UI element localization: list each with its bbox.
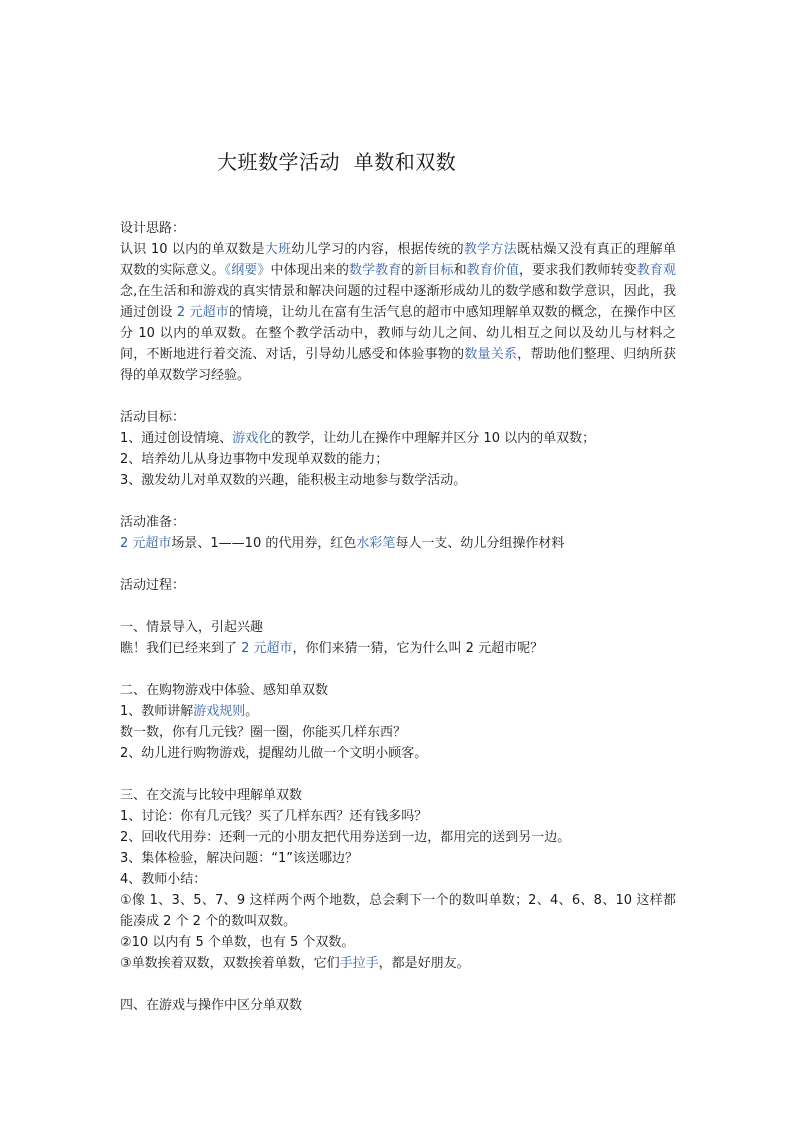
paragraph <box>120 218 676 239</box>
paragraph-text: 和 <box>453 263 467 278</box>
paragraph-text: 1、通过创设情境、 <box>120 431 233 446</box>
keyword-link[interactable]: 数量关系 <box>464 347 518 362</box>
paragraph <box>120 953 676 974</box>
paragraph-text: 1、讨论：你有几元钱？买了几样东西？还有钱多吗？ <box>120 809 428 824</box>
paragraph <box>120 785 676 806</box>
paragraph <box>120 449 676 470</box>
paragraph-text: 四、在游戏与操作中区分单双数 <box>120 998 303 1013</box>
paragraph <box>120 890 676 932</box>
keyword-link[interactable]: 游戏规则 <box>193 704 246 719</box>
paragraph <box>120 743 676 764</box>
paragraph-text: 2、幼儿进行购物游戏，提醒幼儿做一个文明小顾客。 <box>120 746 428 761</box>
paragraph-text: 活动目标： <box>120 410 186 425</box>
keyword-link[interactable]: 手拉手 <box>339 956 379 971</box>
paragraph-text: 念,在生活和和游戏的真实情景和解决问题的过程中逐渐形成幼儿的数学感和数学意识，因此，我通过创设 <box>120 284 676 320</box>
paragraph-text: 每人一支、幼儿分组操作材料 <box>395 536 565 551</box>
paragraph-text: 数一数，你有几元钱？圈一圈，你能买几样东西？ <box>120 725 407 740</box>
paragraph-text: 4、教师小结： <box>120 872 207 887</box>
paragraph <box>120 932 676 953</box>
keyword-link[interactable]: 教育观 <box>636 263 676 278</box>
paragraph-text: 。 <box>245 704 259 719</box>
keyword-link[interactable]: 《纲要》 <box>224 263 271 278</box>
keyword-link[interactable]: 大班 <box>264 242 292 257</box>
paragraph-text: 3、集体检验，解决问题：“1”该送哪边？ <box>120 851 359 866</box>
paragraph-text: 一、情景导入，引起兴趣 <box>120 620 264 635</box>
keyword-link[interactable]: 新目标 <box>414 263 454 278</box>
paragraph-text: ，都是好朋友。 <box>378 956 470 971</box>
keyword-link[interactable]: 游戏化 <box>232 431 272 446</box>
paragraph-text: 3、激发幼儿对单双数的兴趣，能积极主动地参与数学活动。 <box>120 473 467 488</box>
paragraph-text: 活动过程： <box>120 578 186 593</box>
paragraph-spacer <box>120 764 676 785</box>
paragraph-spacer <box>120 386 676 407</box>
paragraph <box>120 869 676 890</box>
paragraph-spacer <box>120 659 676 680</box>
keyword-link[interactable]: 教学方法 <box>463 242 517 257</box>
document-body <box>120 218 676 1016</box>
keyword-link[interactable]: 教育价值 <box>466 263 520 278</box>
paragraph-text: ，要求我们教师转变 <box>519 263 637 278</box>
paragraph-spacer <box>120 974 676 995</box>
paragraph <box>120 701 676 722</box>
paragraph <box>120 806 676 827</box>
paragraph <box>120 512 676 533</box>
paragraph-text: 的教学，让幼儿在操作中理解并区分 10 以内的单双数； <box>271 431 596 446</box>
paragraph-text: 瞧！我们已经来到了 <box>120 641 242 656</box>
keyword-link[interactable]: 数学教育 <box>348 263 402 278</box>
paragraph <box>120 428 676 449</box>
paragraph-text: 幼儿学习的内容，根据传统的 <box>291 242 464 257</box>
paragraph <box>120 827 676 848</box>
paragraph-text: 二、在购物游戏中体验、感知单双数 <box>120 683 329 698</box>
paragraph-text: 认识 10 以内的单双数是 <box>120 242 265 257</box>
paragraph-text: ②10 以内有 5 个单数，也有 5 个双数。 <box>120 935 355 950</box>
paragraph-spacer <box>120 491 676 512</box>
paragraph <box>120 995 676 1016</box>
paragraph <box>120 680 676 701</box>
paragraph-text: 三、在交流与比较中理解单双数 <box>120 788 303 803</box>
paragraph-text: ③单数挨着双数，双数挨着单数，它们 <box>120 956 340 971</box>
keyword-link[interactable]: 水彩笔 <box>356 536 396 551</box>
paragraph <box>120 722 676 743</box>
paragraph-text: 既枯燥又没有真正的理解单双数的实际意义。 <box>120 242 676 278</box>
paragraph-text: 的情境，让幼儿在富有生活气息的超市中感知理解单双数的概念，在操作中区分 10 以内的单双数。在整个教学活动中，教师与幼儿之间、幼儿相互之间以及幼儿与材料之间，不断地进行着交流、对话，引导幼儿感受和体验事物的 <box>120 305 676 362</box>
paragraph <box>120 848 676 869</box>
page-title: 大班数学活动 单数和双数 <box>217 150 457 174</box>
keyword-link[interactable]: 2 元超市 <box>176 305 229 320</box>
paragraph <box>120 617 676 638</box>
paragraph-spacer <box>120 554 676 575</box>
paragraph-text: 2、培养幼儿从身边事物中发现单双数的能力； <box>120 452 389 467</box>
paragraph-text: 场景、1——10 的代用券，红色 <box>171 536 357 551</box>
paragraph <box>120 533 676 554</box>
paragraph-text: 设计思路： <box>120 221 186 236</box>
paragraph <box>120 239 676 386</box>
keyword-link[interactable]: 2 元超市 <box>120 536 172 551</box>
paragraph-text: 中体现出来的 <box>270 263 349 278</box>
keyword-link[interactable]: 2 元超市 <box>241 641 293 656</box>
paragraph-text: 2、回收代用券：还剩一元的小朋友把代用券送到一边，都用完的送到另一边。 <box>120 830 571 845</box>
paragraph-text: 活动准备： <box>120 515 186 530</box>
paragraph-text: ①像 1、3、5、7、9 这样两个两个地数，总会剩下一个的数叫单数；2、4、6、8、10 这样都能凑成 2 个 2 个的数叫双数。 <box>120 893 676 929</box>
paragraph-text: 的 <box>401 263 415 278</box>
paragraph <box>120 407 676 428</box>
paragraph <box>120 638 676 659</box>
paragraph-text: ，帮助他们整理、归纳所获得的单双数学习经验。 <box>120 347 676 383</box>
paragraph-text: 1、教师讲解 <box>120 704 194 719</box>
paragraph <box>120 470 676 491</box>
paragraph <box>120 575 676 596</box>
paragraph-spacer <box>120 596 676 617</box>
paragraph-text: ，你们来猜一猜，它为什么叫 2 元超市呢？ <box>292 641 544 656</box>
